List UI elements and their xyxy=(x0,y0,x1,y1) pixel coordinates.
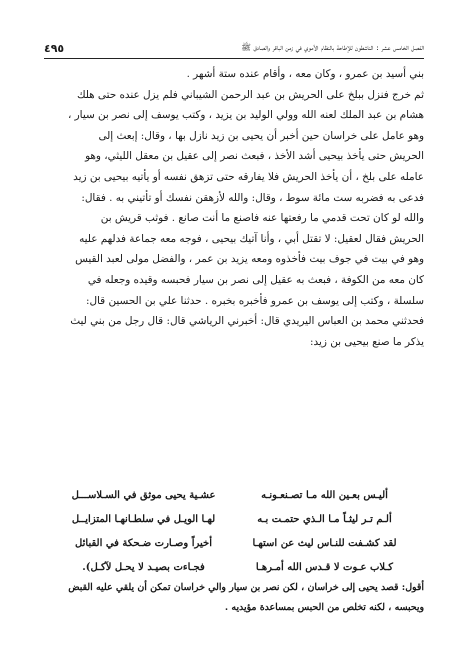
verse-first-hemistich: أليـس بعـين الله مـا تصـنعـونـه xyxy=(261,490,388,501)
page-number: ٤٩٥ xyxy=(44,41,65,55)
text-line: بني أسيد بن عمرو ، وكان معه ، وأقام عنده ستة أشهر . xyxy=(186,68,424,80)
comment-line: أقول: قصد يحيى إلى خراسان ، لكن نصر بن سيار والي خراسان تمكن أن يلقي عليه القبض xyxy=(68,582,424,593)
text-line: هشام بن عبد الملك لعنه الله وولي الوليد بن يزيد ، وكتب يوسف إلى نصر بن سيار ، xyxy=(67,109,424,122)
verse-second-hemistich: عشـية يحيى موثق في السـلاســـل xyxy=(71,490,216,501)
text-line: فحدثني محمد بن العباس اليريدي قال: أخبرني الرياشي قال: قال رجل من بني ليث xyxy=(70,315,424,328)
page-header xyxy=(44,40,424,56)
text-line: الحريش فقال لعقيل: لا تقتل أبي ، وأنا آتيك بيحيى ، فوجه معه جماعة فدلهم عليه xyxy=(79,232,424,245)
text-line: والله لو كان تحت قدمي ما رفعتها عنه فاصنع ما أنت صانع . فوثب قريش بن xyxy=(100,212,424,225)
verse-first-hemistich: لقد كشـفت للنـاس ليث عن استهـا xyxy=(252,538,397,549)
text-line: يذكر ما صنع بيحيى بن زيد: xyxy=(310,335,424,348)
text-line: فدعى به فضربه ست مائة سوط ، وقال: والله لأزهقن نفسك أو تأتيني به . فقال: xyxy=(81,191,424,204)
author-comment xyxy=(44,578,424,618)
poem-verse xyxy=(60,532,408,556)
text-line: وهو في بيت في جوف بيت فأخذوه ومعه يزيد بن عمر ، والفضل مولى لعبد القيس xyxy=(75,253,424,266)
poem-verse xyxy=(60,508,408,532)
poem-verse xyxy=(60,556,408,580)
verse-second-hemistich: فجـاءت بصيـد لا يحـل لآكـل). xyxy=(82,562,205,573)
text-line: الحريش حتى يأخذ بيحيى أشد الأخذ ، فبعث نصر إلى عقيل بن معقل الليثي، وهو xyxy=(85,150,424,163)
verse-second-hemistich: أخيراً وصـارت ضـحكة في القبائل xyxy=(75,538,212,549)
text-line: وهو عامل على خراسان حين أخبر أن يحيى بن زيد نازل بها ، وقال: إبعث إلى xyxy=(98,129,424,142)
header-rule xyxy=(44,58,424,59)
verse-second-hemistich: لهـا الويـل في سلطـانهـا المتزايــل xyxy=(71,514,216,525)
verse-first-hemistich: ألـم تـر ليثـاً مـا الـذي حتمـت بـه xyxy=(257,514,392,525)
comment-line: ويحبسه ، لكنه تخلص من الحبس بمساعدة مؤيديه . xyxy=(224,602,424,613)
text-line: سلسلة ، وكتب إلى يوسف بن عمرو فأخبره بخبره . حدثنا علي بن الحسين قال: xyxy=(85,294,424,307)
main-text xyxy=(44,64,424,352)
running-title: الفصل الخامس عشر : الناشطون للإطاحة بالنظام الأموي في زمن الباقر والصادق ﷺ xyxy=(241,43,424,52)
text-line: عامله على بلخ ، أن يأخذ الحريش فلا يفارقه حتى تزهق نفسه أو يأتيه بيحيى بن زيد xyxy=(73,170,424,183)
text-line: كان معه من الكوفة ، فبعث به عقيل إلى نصر بن سيار فحبسه وقيده وجعله في xyxy=(87,273,424,286)
poem-verse xyxy=(60,484,408,508)
verse-first-hemistich: كـلاب عـوت لا قـدس الله أمـرهـا xyxy=(255,562,394,573)
poem xyxy=(60,484,408,580)
text-line: ثم خرج فنزل ببلخ على الحريش بن عبد الرحمن الشيباني فلم يزل عنده حتى هلك xyxy=(76,88,424,101)
